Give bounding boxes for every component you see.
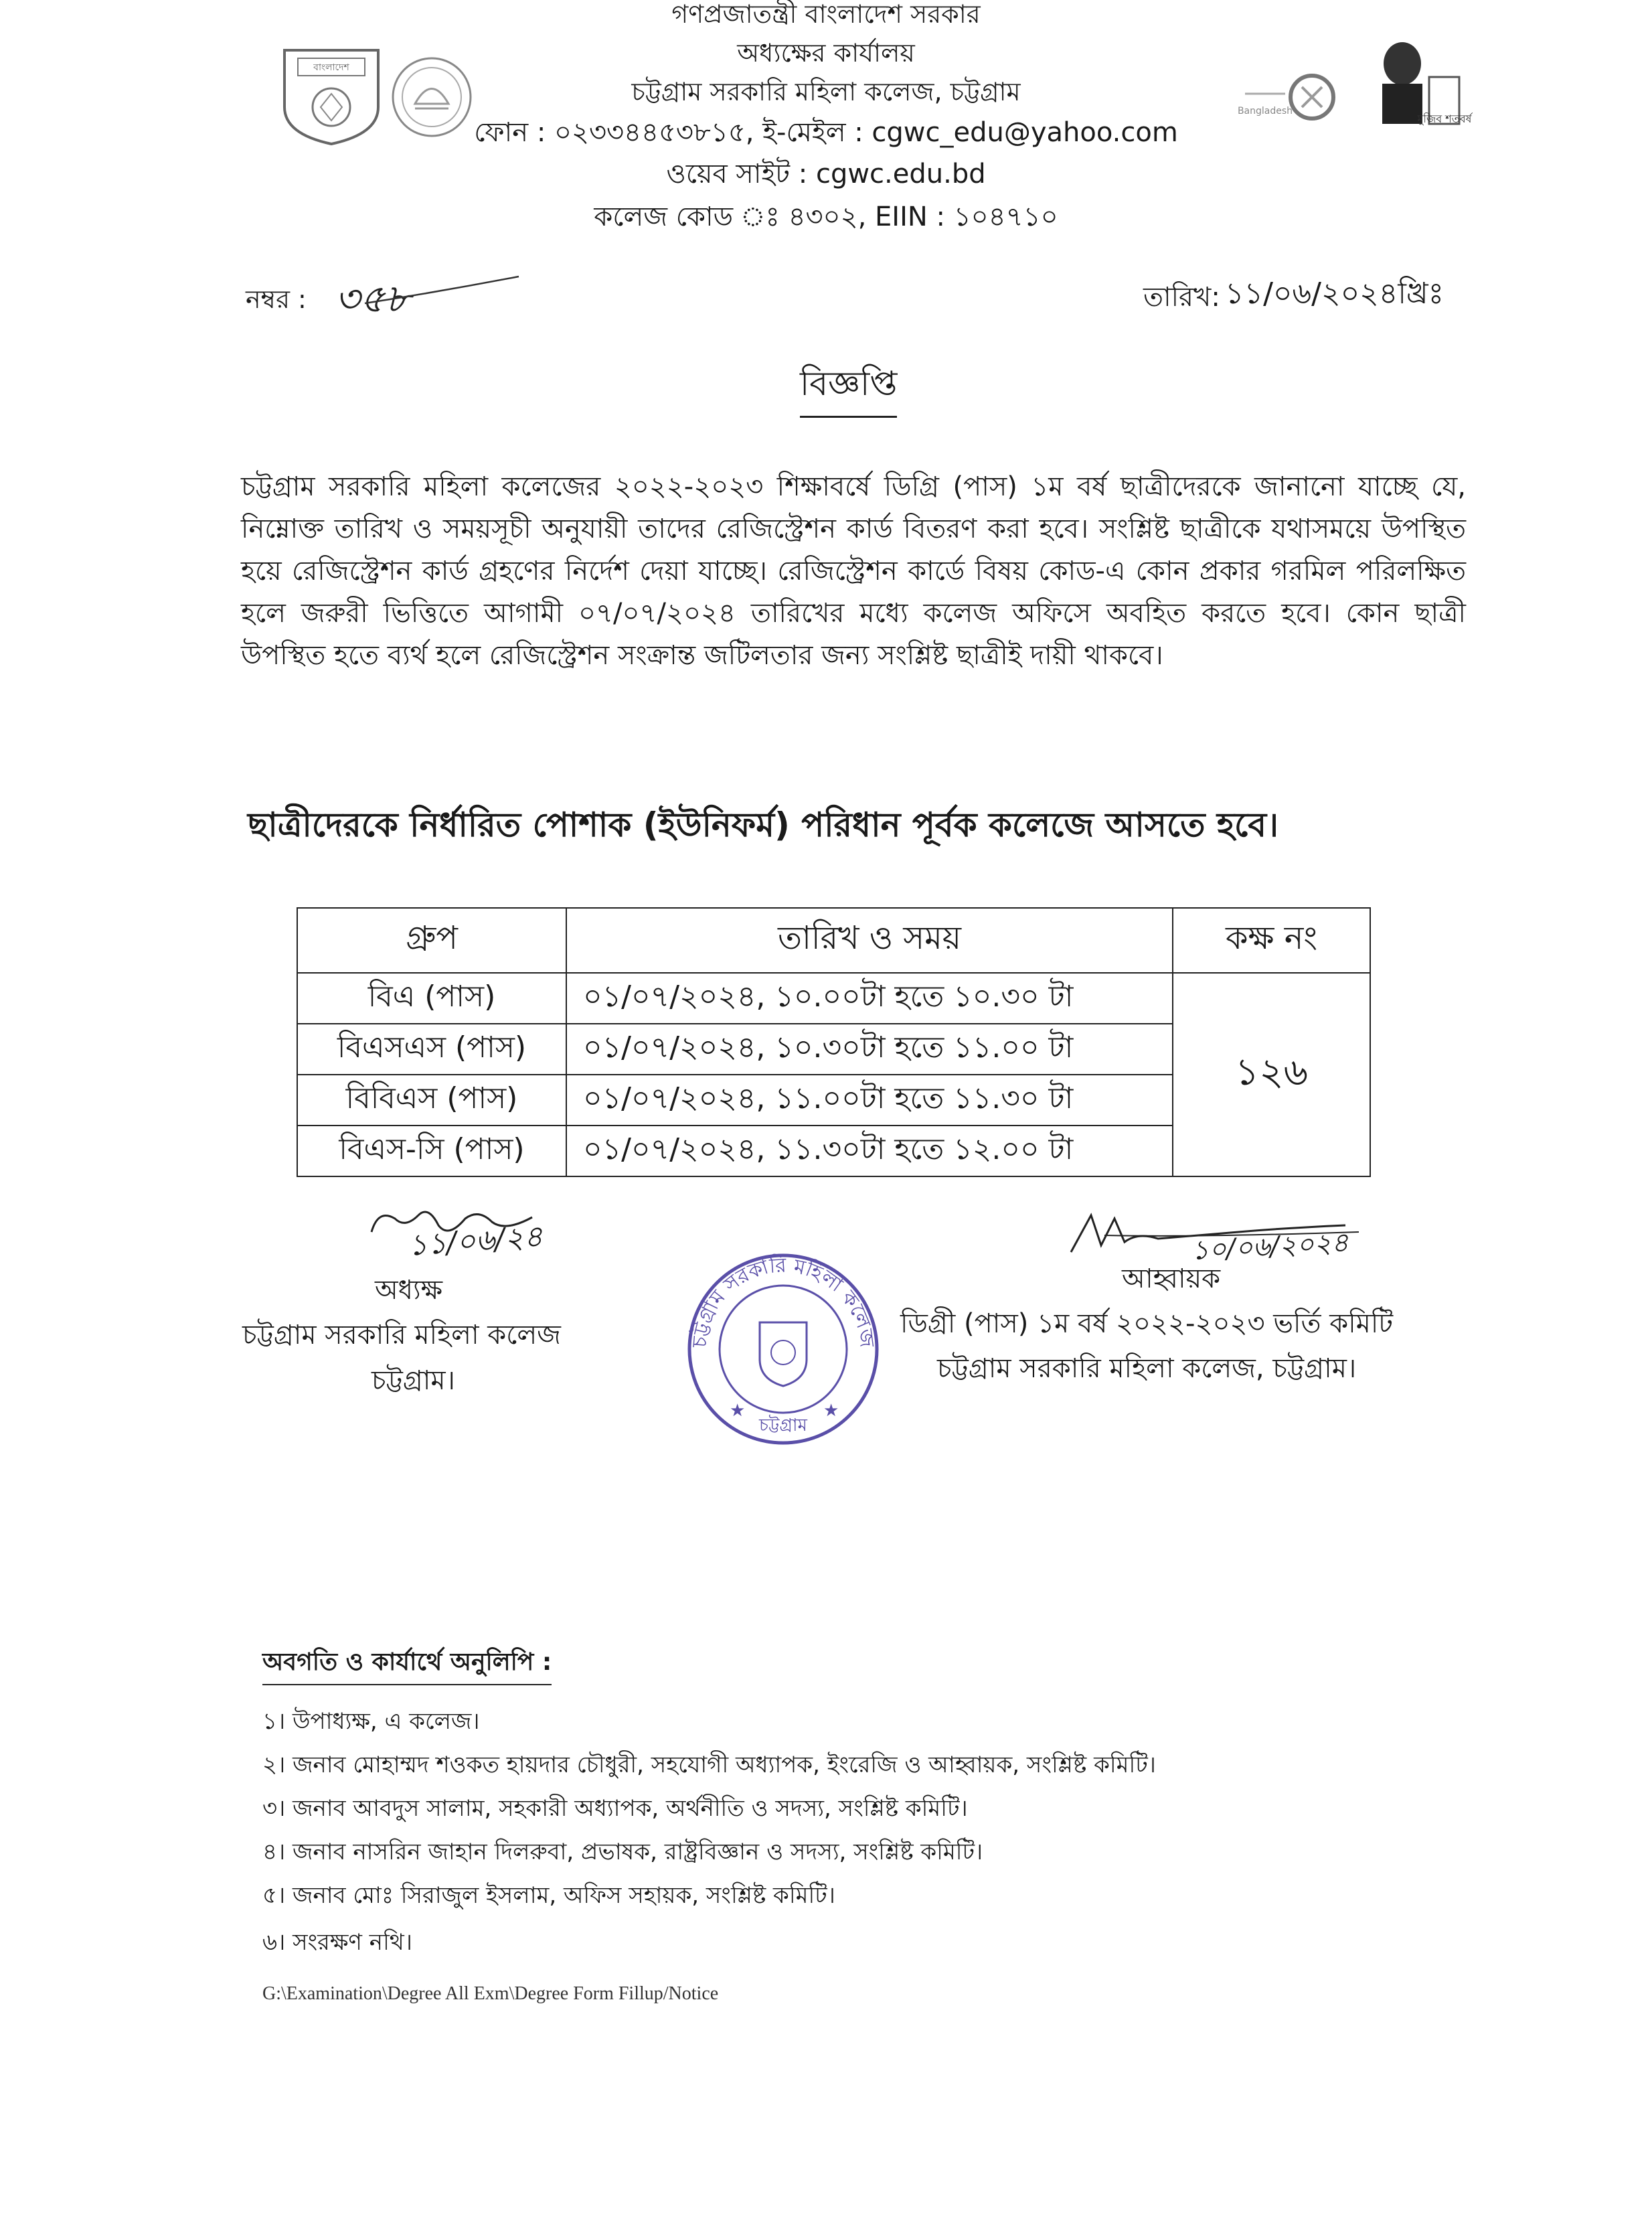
office-line: অধ্যক্ষের কার্যালয় <box>737 38 915 68</box>
memo-date-value: ১১/০৬/২০২৪খ্রিঃ <box>1225 277 1444 311</box>
mujib-centenary-logo-icon <box>1366 37 1472 131</box>
contact-line: ফোন : ০২৩৩৪৪৫৩৮১৫, ই-মেইল : cgwc_edu@yahoo.com <box>474 117 1178 148</box>
principal-signature-date: ১১/০৬/২৪ <box>407 1219 544 1263</box>
convener-org: চট্টগ্রাম সরকারি মহিলা কলেজ, চট্টগ্রাম। <box>937 1353 1357 1384</box>
svg-text:চট্টগ্রাম সরকারি মহিলা কলেজ: চট্টগ্রাম সরকারি মহিলা কলেজ <box>687 1253 879 1349</box>
memo-number-value: ৩৫৮ <box>335 276 410 321</box>
memo-date-label: তারিখ: <box>1143 282 1220 313</box>
group-column-header: গ্রুপ <box>297 908 566 973</box>
table-row <box>297 973 1370 1024</box>
svg-text:★: ★ <box>823 1401 839 1421</box>
group-cell: বিএসএস (পাস) <box>297 1024 566 1075</box>
government-seal-icon <box>278 44 385 147</box>
list-item: ৪। জনাব নাসরিন জাহান দিলরুবা, প্রভাষক, রাষ্ট্রবিজ্ঞান ও সদস্য, সংশ্লিষ্ট কমিটি। <box>262 1839 983 1865</box>
uniform-notice: ছাত্রীদেরকে নির্ধারিত পোশাক (ইউনিফর্ম) পরিধান পূর্বক কলেজে আসতে হবে। <box>248 805 1278 844</box>
group-cell: বিএস-সি (পাস) <box>297 1126 566 1176</box>
time-cell: ০১/০৭/২০২৪, ১১.০০টা হতে ১১.৩০ টা <box>566 1075 1173 1126</box>
cc-heading: অবগতি ও কার্যার্থে অনুলিপি : <box>262 1644 552 1685</box>
group-cell: বিএ (পাস) <box>297 973 566 1024</box>
svg-text:★: ★ <box>730 1401 746 1421</box>
list-item: ২। জনাব মোহাম্মদ শওকত হায়দার চৌধুরী, সহযোগী অধ্যাপক, ইংরেজি ও আহ্বায়ক, সংশ্লিষ্ট কমিটি। <box>262 1752 1156 1778</box>
government-line: গণপ্রজাতন্ত্রী বাংলাদেশ সরকার <box>671 0 981 29</box>
svg-text:বাংলাদেশ: বাংলাদেশ <box>313 62 349 73</box>
memo-number-label: নম্বর : <box>246 285 307 314</box>
bangladesh-jubilee-logo-icon <box>1238 60 1345 127</box>
college-stamp-icon <box>679 1249 887 1450</box>
room-column-header: কক্ষ নং <box>1173 908 1370 973</box>
memo-number-underline <box>361 271 522 311</box>
schedule-header-row <box>297 908 1370 973</box>
college-emblem-icon <box>388 54 475 141</box>
schedule-table <box>297 907 1371 1177</box>
principal-title: অধ্যক্ষ <box>375 1275 443 1306</box>
time-cell: ০১/০৭/২০২৪, ১১.৩০টা হতে ১২.০০ টা <box>566 1126 1173 1176</box>
svg-text:মুজিব শতবর্ষ: মুজিব শতবর্ষ <box>1417 112 1472 125</box>
notice-title: বিজ্ঞপ্তি <box>800 359 897 418</box>
list-item: ১। উপাধ্যক্ষ, এ কলেজ। <box>262 1708 480 1735</box>
room-number-cell: ১২৬ <box>1173 973 1370 1176</box>
svg-text:Bangladesh: Bangladesh <box>1237 106 1293 117</box>
principal-org-line1: চট্টগ্রাম সরকারি মহিলা কলেজ <box>242 1320 561 1350</box>
list-item: ৩। জনাব আবদুস সালাম, সহকারী অধ্যাপক, অর্থনীতি ও সদস্য, সংশ্লিষ্ট কমিটি। <box>262 1795 968 1822</box>
college-code-line: কলেজ কোড ঃ ৪৩০২, EIIN : ১০৪৭১০ <box>594 202 1058 232</box>
convener-signature-date: ১০/০৬/২০২৪ <box>1190 1227 1349 1267</box>
time-cell: ০১/০৭/২০২৪, ১০.০০টা হতে ১০.৩০ টা <box>566 973 1173 1024</box>
website-line: ওয়েব সাইট : cgwc.edu.bd <box>666 159 986 189</box>
group-cell: বিবিএস (পাস) <box>297 1075 566 1126</box>
list-item: ৬। সংরক্ষণ নথি। <box>262 1929 412 1956</box>
file-path-footer: G:\Examination\Degree All Exm\Degree Form Fillup/Notice <box>262 1983 719 2004</box>
convener-title: আহ্বায়ক <box>1122 1263 1221 1294</box>
committee-name: ডিগ্রী (পাস) ১ম বর্ষ ২০২২-২০২৩ ভর্তি কমিটি <box>900 1308 1394 1339</box>
college-name-line: চট্টগ্রাম সরকারি মহিলা কলেজ, চট্টগ্রাম <box>631 77 1021 106</box>
notice-body-paragraph: চট্টগ্রাম সরকারি মহিলা কলেজের ২০২২-২০২৩ শিক্ষাবর্ষে ডিগ্রি (পাস) ১ম বর্ষ ছাত্রীদেরকে জানানো যাচ্ছে যে, নিম্নোক্ত তারিখ ও সময়সূচী অনুযায়ী তাদের রেজিস্ট্রেশন কার্ড বিতরণ করা হবে। সংশ্লিষ্ট ছাত্রীকে যথাসময়ে উপস্থিত হয়ে রেজিস্ট্রেশন কার্ড গ্রহণের নির্দেশ দেয়া যাচ্ছে। রেজিস্ট্রেশন কার্ডে বিষয় কোড-এ কোন প্রকার গরমিল পরিলক্ষিত হলে জরুরী ভিত্তিতে আগামী ০৭/০৭/২০২৪ তারিখের মধ্যে কলেজ অফিসে অবহিত করতে হবে। কোন ছাত্রী উপস্থিত হতে ব্যর্থ হলে রেজিস্ট্রেশন সংক্রান্ত জটিলতার জন্য সংশ্লিষ্ট ছাত্রীই দায়ী থাকবে। <box>241 471 1466 671</box>
time-cell: ০১/০৭/২০২৪, ১০.৩০টা হতে ১১.০০ টা <box>566 1024 1173 1075</box>
list-item: ৫। জনাব মোঃ সিরাজুল ইসলাম, অফিস সহায়ক, সংশ্লিষ্ট কমিটি। <box>262 1882 835 1909</box>
time-column-header: তারিখ ও সময় <box>566 908 1173 973</box>
principal-org-line2: চট্টগ্রাম। <box>371 1365 455 1396</box>
svg-text:চট্টগ্রাম: চট্টগ্রাম <box>759 1415 807 1436</box>
